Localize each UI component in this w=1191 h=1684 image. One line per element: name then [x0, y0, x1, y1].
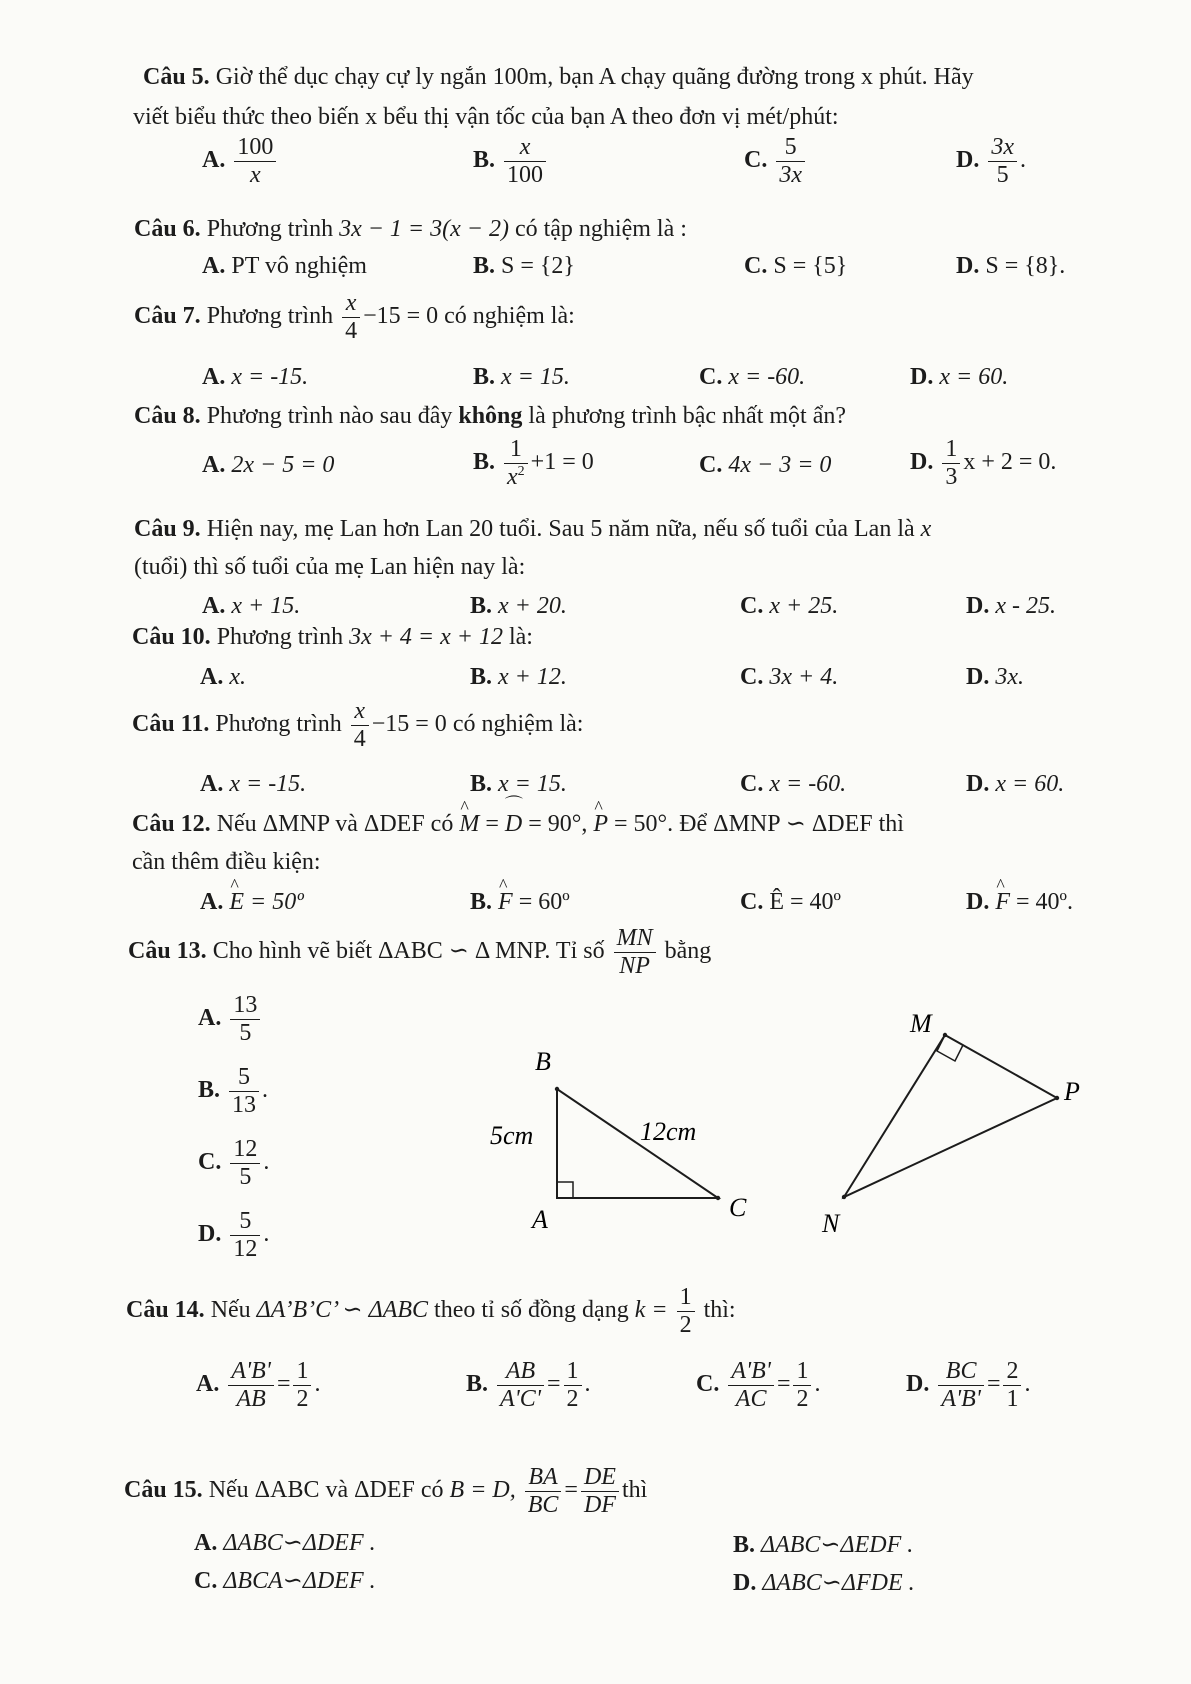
q14-text-a: Nếu — [210, 1297, 251, 1324]
frac-num: 1 — [504, 436, 528, 464]
option-letter: C. — [194, 1568, 218, 1594]
option-text: x = -60. — [769, 771, 847, 797]
q5-option-b[interactable] — [473, 134, 549, 189]
option-text: = 60º — [518, 889, 570, 915]
label-side-bc: 12cm — [640, 1117, 697, 1146]
q6-option-c[interactable] — [744, 253, 847, 281]
q7-option-d[interactable] — [910, 364, 1008, 392]
option-letter: A. — [200, 771, 224, 797]
q9-line1 — [134, 516, 931, 544]
option-tail: . — [262, 1077, 269, 1104]
q11-rest: −15 = 0 — [371, 711, 447, 738]
option-letter: C. — [740, 889, 764, 915]
option-rest: +1 = 0 — [530, 449, 594, 476]
q8-option-c[interactable] — [699, 452, 831, 480]
q14-k: k = — [634, 1297, 668, 1324]
option-text: S = {8}. — [985, 253, 1066, 279]
q12-line2: cần thêm điều kiện: — [132, 849, 321, 875]
label-c: C — [729, 1193, 747, 1222]
q14-expr: ΔA’B’C’ ∽ ΔABC — [256, 1297, 429, 1324]
q7-text-b: có nghiệm là: — [444, 303, 575, 330]
q10-option-c[interactable] — [740, 664, 838, 692]
q9-option-a[interactable] — [202, 593, 300, 621]
frac-den: DF — [583, 1492, 616, 1519]
q12-option-c[interactable] — [740, 889, 841, 917]
option-text: = 50º — [250, 889, 304, 915]
option-tail: . — [1020, 147, 1026, 174]
q11-option-c[interactable] — [740, 771, 846, 799]
q10-expr: 3x + 4 = x + 12 — [349, 624, 503, 650]
frac-num: DE — [581, 1464, 619, 1492]
frac-num: x — [351, 698, 369, 726]
q12-option-d[interactable] — [966, 889, 1073, 917]
frac-num: 1 — [677, 1284, 695, 1312]
option-letter: D. — [910, 449, 934, 476]
option-text: x = -60. — [728, 364, 806, 390]
frac-den: 4 — [345, 318, 358, 345]
label-b: B — [535, 1050, 551, 1076]
label-n: N — [822, 1209, 840, 1238]
option-tail: . — [584, 1371, 591, 1398]
q11-text-b: có nghiệm là: — [452, 711, 584, 738]
option-letter: D. — [966, 664, 990, 690]
q12-option-b[interactable] — [470, 889, 570, 917]
point-c — [716, 1196, 720, 1200]
q12-t1: Nếu ΔMNP và ΔDEF có — [216, 811, 454, 837]
option-letter: C. — [696, 1371, 720, 1398]
option-letter: C. — [699, 364, 723, 390]
frac-num: 1 — [793, 1358, 811, 1386]
q7-text-a: Phương trình — [206, 303, 334, 330]
option-text: x + 15. — [231, 593, 301, 619]
option-letter: B. — [198, 1077, 221, 1104]
option-text: PT vô nghiệm — [231, 253, 367, 279]
option-letter: C. — [740, 771, 764, 797]
q7-rest: −15 = 0 — [363, 303, 439, 330]
frac-den: 3 — [945, 464, 958, 491]
option-text: 3x + 4. — [769, 664, 839, 690]
q13-option-b[interactable] — [198, 1064, 268, 1119]
q12-eq2: = 90°, — [528, 811, 588, 837]
q10-text-b: là: — [508, 624, 533, 650]
frac-num: A'B' — [728, 1358, 774, 1386]
q8-option-a[interactable] — [202, 452, 334, 480]
option-letter: A. — [200, 664, 224, 690]
q12-angle-m: ^ M — [459, 811, 479, 839]
label-a: A — [532, 1205, 548, 1234]
frac-den: A'C' — [500, 1386, 541, 1413]
frac-num: x — [342, 290, 360, 318]
option-letter: B. — [473, 449, 496, 476]
q13-option-c[interactable] — [198, 1136, 269, 1191]
q15-option-d[interactable] — [733, 1570, 915, 1598]
option-letter: D. — [910, 364, 934, 390]
q13-option-d[interactable] — [198, 1208, 269, 1263]
q10-option-b[interactable] — [470, 664, 567, 692]
option-tail: . — [814, 1371, 821, 1398]
frac-num: BA — [525, 1464, 562, 1492]
q11-line — [132, 698, 583, 753]
frac-num: 3x — [988, 134, 1017, 162]
frac-den: NP — [619, 953, 650, 980]
option-text: x = -15. — [231, 364, 309, 390]
option-letter: D. — [733, 1570, 757, 1596]
q5-text1: Giờ thể dục chạy cự ly ngắn 100m, bạn A chạy quãng đường trong x phút. Hãy — [215, 64, 974, 90]
option-letter: D. — [198, 1221, 222, 1248]
option-text: ΔBCA∽ΔDEF . — [223, 1568, 376, 1594]
q14-text-b: theo tỉ số đồng dạng — [434, 1297, 629, 1324]
q7-option-b[interactable] — [473, 364, 570, 392]
frac-num: 5 — [230, 1208, 260, 1236]
q15-text-b: thì — [621, 1477, 648, 1504]
option-letter: A. — [198, 1005, 222, 1032]
point-b — [555, 1087, 559, 1091]
frac-num: 12 — [230, 1136, 260, 1164]
option-text: ΔABC∽ΔFDE . — [762, 1570, 915, 1596]
q14-option-d[interactable]: D. $\frac{BC}{A'B'}$ = $\frac{2}{1}$ . — [906, 1358, 1031, 1413]
option-text: x + 20. — [498, 593, 567, 619]
right-angle-mark-a — [557, 1182, 573, 1198]
q6-expr: 3x − 1 = 3(x − 2) — [339, 216, 509, 242]
q7-option-c[interactable] — [699, 364, 805, 392]
frac-den: 5 — [239, 1164, 252, 1191]
q12-angle-d: ⌒ D — [505, 811, 522, 839]
q10-option-a[interactable] — [200, 664, 246, 692]
option-text: x = 15. — [501, 364, 570, 390]
label-p: P — [1064, 1077, 1080, 1106]
q14-text-c: thì: — [703, 1297, 736, 1324]
option-letter: C. — [699, 452, 723, 478]
frac-den: 3x — [779, 162, 802, 189]
point-p — [1055, 1096, 1059, 1100]
q9-option-d[interactable] — [966, 593, 1056, 621]
frac-num: 1 — [293, 1358, 311, 1386]
option-tail: . — [263, 1149, 270, 1176]
option-rest: x + 2 = 0. — [963, 449, 1057, 476]
option-letter: A. — [194, 1530, 218, 1556]
q12-eq1: = — [485, 811, 499, 837]
q7-line — [134, 290, 575, 345]
label-side-ab: 5cm — [490, 1121, 534, 1150]
q9-label: Câu 9. — [134, 516, 201, 542]
q15-eq: B = D, — [449, 1477, 516, 1504]
point-m — [943, 1033, 947, 1037]
q6-label: Câu 6. — [134, 216, 201, 242]
frac-den-exponent: 2 — [517, 464, 525, 480]
q6-text-a: Phương trình — [206, 216, 334, 242]
q5-option-a[interactable] — [202, 134, 279, 189]
q6-option-d[interactable] — [956, 253, 1065, 281]
q5-line2: viết biểu thức theo biến x bểu thị vận tốc của bạn A theo đơn vị mét/phút: — [133, 104, 839, 130]
frac-den: 2 — [679, 1312, 692, 1339]
q8-line — [134, 403, 846, 431]
q7-label: Câu 7. — [134, 303, 201, 330]
option-letter: D. — [966, 889, 990, 915]
frac-num: 13 — [230, 992, 260, 1020]
point-n — [842, 1195, 846, 1199]
option-text: = 40º — [790, 889, 841, 915]
option-letter: D. — [956, 147, 980, 174]
frac-den: x — [250, 162, 261, 189]
option-letter: B. — [466, 1371, 489, 1398]
option-letter: C. — [740, 593, 764, 619]
option-letter: C. — [744, 253, 768, 279]
frac-den: 4 — [353, 726, 366, 753]
option-text: x = 15. — [498, 771, 567, 797]
q14-label: Câu 14. — [126, 1297, 205, 1324]
option-tail: . — [314, 1371, 321, 1398]
option-angle: ^ F — [995, 889, 1010, 917]
frac-num: 5 — [229, 1064, 259, 1092]
option-letter: C. — [740, 664, 764, 690]
q12-t2: Để ΔMNP ∽ ΔDEF thì — [679, 811, 904, 837]
option-text: x + 25. — [769, 593, 839, 619]
q8-option-d[interactable] — [910, 436, 1056, 491]
option-letter: A. — [202, 364, 226, 390]
q15-text-a: Nếu ΔABC và ΔDEF có — [208, 1477, 444, 1504]
q11-text-a: Phương trình — [215, 711, 342, 738]
option-text: x = -15. — [229, 771, 307, 797]
q15-option-c[interactable] — [194, 1568, 376, 1596]
q11-option-a[interactable] — [200, 771, 306, 799]
q15-line: Câu 15. Nếu ΔABC và ΔDEF có B = D, $\frac{BA}{BC}$ = $\frac{DE}{DF}$ thì — [124, 1464, 648, 1519]
q12-option-a[interactable] — [200, 889, 304, 917]
option-letter: D. — [966, 771, 990, 797]
q8-label: Câu 8. — [134, 403, 201, 429]
q11-label: Câu 11. — [132, 711, 210, 738]
frac-den: 100 — [507, 162, 544, 189]
label-m: M — [910, 1009, 932, 1038]
frac-den: 5 — [996, 162, 1009, 189]
option-text: x. — [229, 664, 246, 690]
q9-option-c[interactable] — [740, 593, 838, 621]
q5-line1 — [143, 64, 974, 92]
option-text: S = {2} — [501, 253, 575, 279]
frac-num: 100 — [234, 134, 276, 162]
q10-label: Câu 10. — [132, 624, 211, 650]
frac-num: 5 — [776, 134, 805, 162]
frac-den: 13 — [232, 1092, 257, 1119]
option-text: 3x. — [995, 664, 1024, 690]
option-letter: B. — [470, 771, 493, 797]
q5-label: Câu 5. — [143, 64, 210, 90]
option-text: S = {5} — [773, 253, 848, 279]
frac-num: 1 — [942, 436, 960, 464]
option-text: 4x − 3 = 0 — [728, 452, 832, 478]
frac-num: 1 — [564, 1358, 582, 1386]
q6-text-b: có tập nghiệm là : — [514, 216, 687, 242]
q14-option-a[interactable]: A. $\frac{A'B'}{AB}$ = $\frac{1}{2}$ . — [196, 1358, 321, 1413]
q14-option-b[interactable]: B. $\frac{AB}{A'C'}$ = $\frac{1}{2}$ . — [466, 1358, 591, 1413]
option-letter: A. — [196, 1371, 220, 1398]
q12-eq3: = 50°. — [614, 811, 674, 837]
q5-option-c[interactable] — [744, 134, 808, 189]
q12-angle-p: ^ P — [593, 811, 608, 839]
frac-num: MN — [614, 925, 656, 953]
q8-bold: không — [458, 403, 523, 429]
option-letter: D. — [966, 593, 990, 619]
q10-line — [132, 624, 533, 652]
option-letter: B. — [470, 664, 493, 690]
option-text: x - 25. — [995, 593, 1056, 619]
q6-line — [134, 216, 687, 244]
frac-den: AC — [735, 1386, 767, 1413]
q15-option-a[interactable] — [194, 1530, 376, 1558]
q7-option-a[interactable] — [202, 364, 308, 392]
frac-den: A'B' — [941, 1386, 981, 1413]
frac-den: 5 — [239, 1020, 252, 1047]
frac-num: BC — [938, 1358, 984, 1386]
frac-den: BC — [527, 1492, 559, 1519]
option-text: x = 60. — [939, 364, 1009, 390]
frac-num: A'B' — [228, 1358, 274, 1386]
q9-option-b[interactable] — [470, 593, 567, 621]
q13-option-a[interactable] — [198, 992, 263, 1047]
q6-option-a[interactable] — [202, 253, 367, 281]
frac-den: AB — [236, 1386, 266, 1413]
option-text: x = 60. — [995, 771, 1065, 797]
option-letter: C. — [744, 147, 768, 174]
frac-den: 1 — [1006, 1386, 1019, 1413]
q8-text-a: Phương trình nào sau đây — [206, 403, 453, 429]
option-letter: B. — [473, 364, 496, 390]
q14-line — [126, 1284, 736, 1339]
option-text: x + 12. — [498, 664, 567, 690]
triangle-mnp-figure — [810, 1000, 1090, 1240]
option-letter: D. — [906, 1371, 930, 1398]
q5-option-d[interactable] — [956, 134, 1026, 189]
option-letter: A. — [202, 593, 226, 619]
q15-label: Câu 15. — [124, 1477, 203, 1504]
q15-option-b[interactable] — [733, 1532, 913, 1560]
triangle-abc-figure — [480, 1050, 760, 1240]
option-letter: A. — [202, 452, 226, 478]
frac-den: 12 — [233, 1236, 258, 1263]
option-text: 2x − 5 = 0 — [231, 452, 335, 478]
q9-text1: Hiện nay, mẹ Lan hơn Lan 20 tuổi. Sau 5 năm nữa, nếu số tuổi của Lan là — [206, 516, 915, 542]
q10-text-a: Phương trình — [216, 624, 344, 650]
q6-option-b[interactable] — [473, 253, 575, 281]
option-letter: A. — [202, 147, 226, 174]
frac-den: 2 — [296, 1386, 309, 1413]
frac-den: x — [507, 464, 518, 491]
q12-label: Câu 12. — [132, 811, 211, 837]
q14-option-c[interactable]: C. $\frac{A'B'}{AC}$ = $\frac{1}{2}$ . — [696, 1358, 821, 1413]
frac-num: 2 — [1003, 1358, 1021, 1386]
option-angle: ^ E — [229, 889, 244, 917]
frac-den: 2 — [796, 1386, 809, 1413]
option-letter: B. — [473, 253, 496, 279]
option-letter: A. — [202, 253, 226, 279]
q13-line — [128, 925, 711, 980]
option-letter: C. — [198, 1149, 222, 1176]
frac-num: AB — [497, 1358, 544, 1386]
q11-option-d[interactable] — [966, 771, 1064, 799]
option-angle: ^ F — [498, 889, 513, 917]
option-letter: D. — [956, 253, 980, 279]
option-letter: B. — [470, 889, 493, 915]
q13-text-a: Cho hình vẽ biết ΔABC ∽ Δ MNP. Tỉ số — [212, 938, 605, 965]
frac-den: 2 — [566, 1386, 579, 1413]
option-text: ΔABC∽ΔDEF . — [223, 1530, 376, 1556]
option-letter: B. — [470, 593, 493, 619]
q8-text-b: là phương trình bậc nhất một ẩn? — [528, 403, 847, 429]
option-letter: A. — [200, 889, 224, 915]
q13-label: Câu 13. — [128, 938, 207, 965]
option-letter: B. — [733, 1532, 756, 1558]
option-angle: Ê — [769, 889, 785, 915]
q9-line2: (tuổi) thì số tuổi của mẹ Lan hiện nay là: — [134, 554, 526, 580]
q8-option-b[interactable] — [473, 436, 594, 491]
frac-num: x — [504, 134, 546, 162]
q10-option-d[interactable] — [966, 664, 1024, 692]
option-tail: . — [263, 1221, 270, 1248]
q9-var: x — [920, 516, 932, 542]
option-text: = 40º. — [1016, 889, 1073, 915]
option-text: ΔABC∽ΔEDF . — [761, 1532, 914, 1558]
q12-line1 — [132, 811, 904, 839]
option-letter: B. — [473, 147, 496, 174]
option-tail: . — [1024, 1371, 1031, 1398]
q13-text-b: bằng — [664, 938, 712, 965]
